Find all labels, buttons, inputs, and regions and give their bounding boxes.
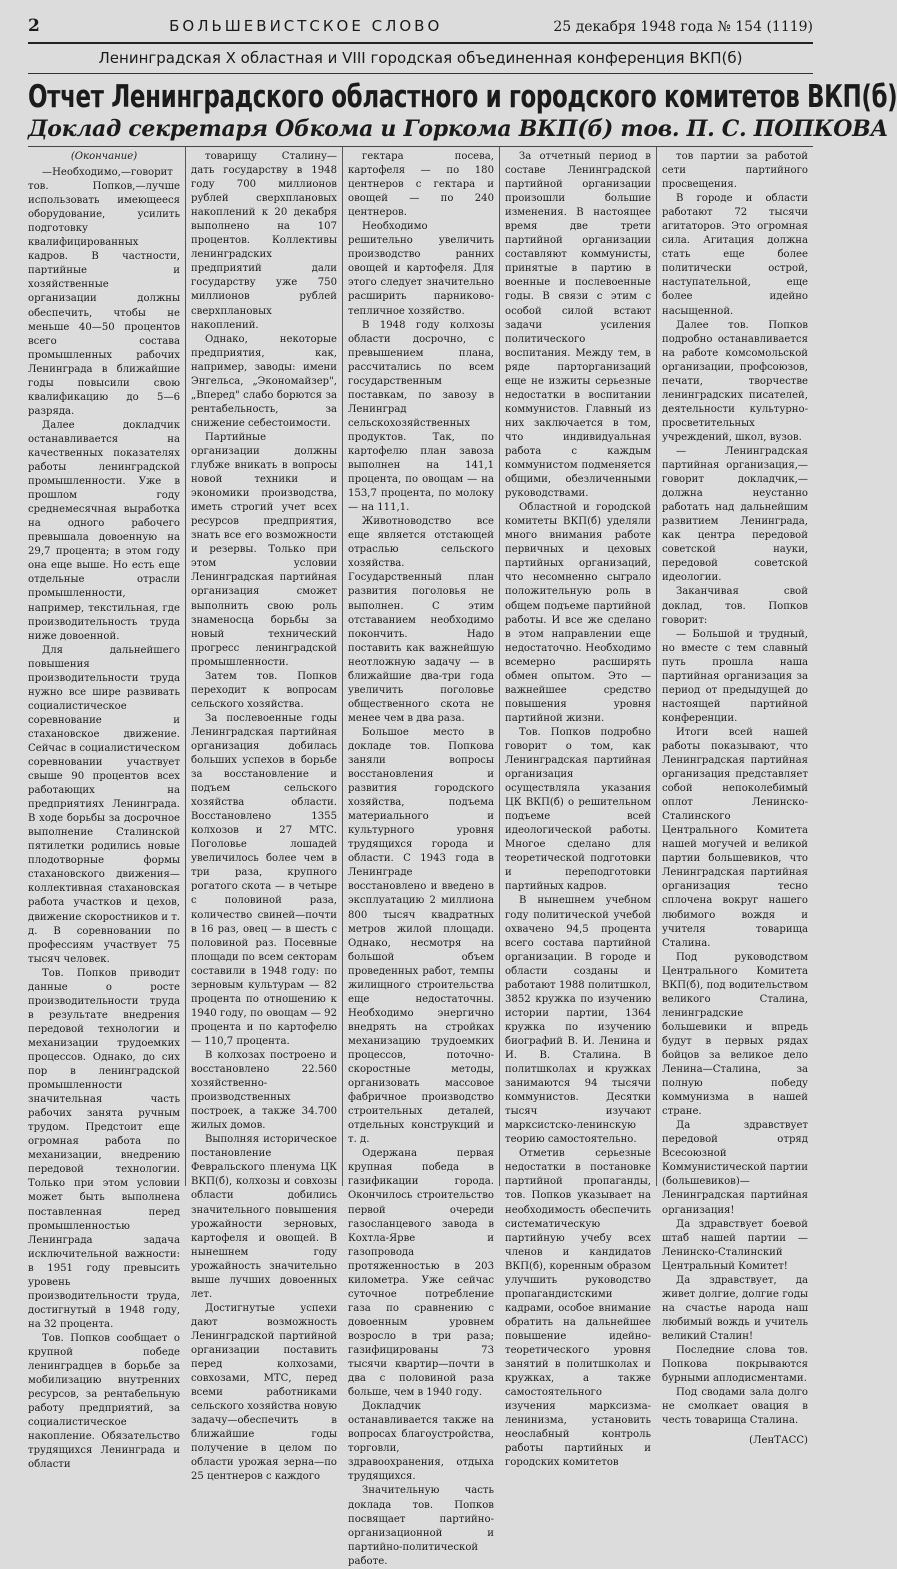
paragraph: В колхозах построено и восстановлено 22.560 хозяйственно-производственных построек, а также 34.700 жилых домов.	[191, 1050, 337, 1132]
article-column-1	[28, 147, 185, 1471]
paragraph: Животноводство все еще является отстающей отраслью сельского хозяйства. Государственный план развития поголовья не выполнен. С этим отставанием необходимо покончить. Надо поставить как важнейшую неотложную задачу — в ближайшие два-три года увеличить поголовье общественного скота не менее чем в два раза.	[348, 516, 494, 724]
paragraph: Для дальнейшего повышения производительности труда нужно все шире развивать социалистическое соревнование и стахановское движение. Сейчас в социалистическом соревновании участвует свыше 90 процентов всех работающих на предприятиях Ленинграда. В ходе борьбы за досрочное выполнение Сталинской пятилетки родились новые плодотворные формы стахановского движения—коллективная стахановская работа участков и цехов, движение скоростников и т. д. В соревновании по профессиям участвует 75 тысяч человек.	[28, 644, 180, 965]
paragraph: Последние слова тов. Попкова покрываются бурными аплодисментами.	[662, 1344, 808, 1385]
paragraph: Одержана первая крупная победа в газификации города. Окончилось строительство первой очереди газосланцевого завода в Кохтла-Ярве и газопровода протяженностью в 203 километра. Уже сейчас суточное потребление газа по сравнению с довоенным уровнем возросло в три раза; газифицированы 73 тысячи квартир—почти в два с половиной раза больше, чем в 1940 году.	[348, 1148, 494, 1399]
paragraph: — Ленинградская партийная организация,—говорит докладчик,—должна неустанно работать над дальнейшим развитием Ленинграда, как центра передовой советской науки, передовой советской идеологии.	[662, 445, 808, 584]
paragraph: За отчетный период в составе Ленинградской партийной организации произошли большие изменения. В настоящее время две трети партийной организации составляют коммунисты, принятые в партию в военные и послевоенные годы. В связи с этим с особой силой встают задачи усиления политического воспитания. Между тем, в ряде парторганизаций еще не изжиты серьезные недостатки в воспитании коммунистов. Главный из них заключается в том, что индивидуальная работа с каждым коммунистом подменяется общими, обезличенными руководствами.	[505, 151, 651, 500]
article-column-2	[185, 147, 342, 1483]
paragraph: Необходимо решительно увеличить производство ранних овощей и картофеля. Для этого следует значительно расширить парниково-тепличное хозяйство.	[348, 221, 494, 317]
continuation-note: (Окончание)	[70, 151, 138, 162]
paragraph: Итоги всей нашей работы показывают, что Ленинградская партийная организация представляет собой непоколебимый оплот Ленинско-Сталинского Центрального Комитета нашей могучей и великой партии большевиков, что Ленинградская партийная организация тесно сплочена вокруг нашего любимого вождя и учителя товарища Сталина.	[662, 726, 808, 949]
paragraph: В городе и области работают 72 тысячи агитаторов. Это огромная сила. Агитация должна стать еще более политически острой, наступательной, еще более идейно насыщенной.	[662, 193, 808, 317]
paragraph: —Необходимо,—говорит тов. Попков,—лучше использовать имеющееся оборудование, усилить подготовку квалифицированных кадров. В частности, партийные и хозяйственные организации должны обеспечить, чтобы не меньше 40—50 процентов всего состава промышленных рабочих Ленинграда в ближайшие годы повысили свою квалификацию до 5—6 разряда.	[28, 167, 180, 417]
paragraph: В нынешнем учебном году политической учебой охвачено 94,5 процента всего состава партийной организации. В городе и области созданы и работают 1988 политшкол, 3852 кружка по изучению истории партии, 1364 кружка по изучению биографий В. И. Ленина и И. В. Сталина. В политшколах и кружках занимаются 94 тысячи коммунистов. Десятки тысяч изучают марксистско-ленинскую теорию самостоятельно.	[505, 895, 651, 1146]
paragraph: Под руководством Центрального Комитета ВКП(б), под водительством великого Сталина, ленинградские большевики и впредь будут в первых рядах бойцов за великое дело Ленина—Сталина, за полную победу коммунизма в нашей стране.	[662, 951, 808, 1118]
paragraph: — Большой и трудный, но вместе с тем славный путь прошла наша партийная организация за период от предыдущей до настоящей партийной конференции.	[662, 628, 808, 724]
article-column-5	[656, 147, 813, 1447]
paragraph: Да здравствует, да живет долгие, долгие годы на счастье народа наш любимый вождь и учитель великий Сталин!	[662, 1274, 808, 1342]
paragraph: Достигнутые успехи дают возможность Ленинградской партийной организации поставить перед колхозами, совхозами, МТС, перед всеми работниками сельского хозяйства новую задачу—обеспечить в ближайшие годы получение в целом по области урожая зерна—по 25 центнеров с каждого	[191, 1302, 337, 1483]
page-number: 2	[28, 16, 40, 36]
paragraph: Докладчик останавливается также на вопросах благоустройства, торговли, здравоохранения, отдыха трудящихся.	[348, 1401, 494, 1483]
paragraph: Отметив серьезные недостатки в постановке партийной пропаганды, тов. Попков указывает на необходимость обеспечить систематическую партийную учебу всех членов и кандидатов ВКП(б), коренным образом улучшить руководство пропагандистскими кадрами, особое внимание обратить на дальнейшее повышение идейно-теоретического уровня занятий в политшколах и кружках, а также самостоятельного изучения марксизма-ленинизма, установить неослабный контроль работы партийных и городских комитетов	[505, 1148, 651, 1469]
paragraph: Под сводами зала долго не смолкает овация в честь товарища Сталина.	[662, 1387, 808, 1427]
paragraph: Партийные организации должны глубже вникать в вопросы новой техники и экономики производства, иметь строгий учет всех ресурсов предприятия, знать все его возможности и резервы. Только при этом условии Ленинградская партийная организация сможет выполнить свою роль знаменосца борьбы за новый технический прогресс ленинградской промышленности.	[191, 431, 337, 668]
paragraph: Однако, некоторые предприятия, как, например, заводы: имени Энгельса, „Экономайзер", „Вперед" слабо борются за рентабельность, за снижение себестоимости.	[191, 333, 337, 429]
paragraph: Значительную часть доклада тов. Попков посвящает партийно-организационной и партийно-политической работе.	[348, 1485, 494, 1567]
paragraph: Тов. Попков приводит данные о росте производительности труда в результате внедрения передовой технологии и механизации трудоемких процессов. Однако, до сих пор в ленинградской промышленности значительная часть рабочих занята ручным трудом. Предстоит еще огромная работа по механизации, внедрению передовой технологии. Только при этом условии может быть выполнена поставленная перед промышленностью Ленинграда задача исключительной важности: в 1951 году превысить уровень производительности труда, достигнутый в 1948 году, на 32 процента.	[28, 967, 180, 1330]
paragraph: За послевоенные годы Ленинградская партийная организация добилась больших успехов в борьбе за восстановление и подъем сельского хозяйства области. Восстановлено 1355 колхозов и 27 МТС. Поголовье лошадей увеличилось более чем в три раза, крупного рогатого скота — в четыре с половиной раза, количество свиней—почти в 16 раз, овец — в шесть с половиной раз. Посевные площади по всем секторам составили в 1948 году: по зерновым культурам — 82 процента по отношению к 1940 году, по овощам — 92 процента и по картофелю — 110,7 процента.	[191, 712, 337, 1047]
paragraph: Большое место в докладе тов. Попкова заняли вопросы восстановления и развития городского хозяйства, подъема материального и культурного уровня трудящихся города и области. С 1943 года в Ленинграде восстановлено и введено в эксплуатацию 2 миллиона 800 тысяч квадратных метров жилой площади. Однако, несмотря на большой объем проведенных работ, темпы жилищного строительства еще недостаточны. Необходимо энергично внедрять на стройках механизацию трудоемких процессов, поточно-скоростные методы, организовать массовое фабричное производство строительных деталей, отдельных конструкций и т. д.	[348, 726, 494, 1146]
news-agency-credit: (ЛенТАСС)	[749, 1435, 808, 1447]
paragraph: товарищу Сталину—дать государству в 1948 году 700 миллионов рублей сверхплановых накоплений к 20 декабря выполнено на 107 процентов. Коллективы ленинградских предприятий дали государству уже 750 миллионов рублей сверхплановых накоплений.	[191, 151, 337, 331]
article-column-3	[342, 147, 499, 1567]
article-columns	[28, 146, 813, 1567]
paragraph: Областной и городской комитеты ВКП(б) уделяли много внимания работе первичных и цеховых партийных организаций, что несомненно сыграло положительную роль в общем подъеме партийной работы. И все же сделано в этом направлении еще недостаточно. Необходимо всемерно расширять обмен опытом. Это — важнейшее средство повышения уровня партийной жизни.	[505, 502, 651, 724]
paragraph: Далее тов. Попков подробно останавливается на работе комсомольской организации, профсоюзов, печати, творчестве ленинградских писателей, деятельности культурно-просветительных учреждений, школ, вузов.	[662, 319, 808, 443]
issue-date: 25 декабря 1948 года № 154 (1119)	[553, 19, 813, 35]
headline: Отчет Ленинградского областного и городского комитетов ВКП(б)	[28, 80, 897, 116]
paragraph: гектара посева, картофеля — по 180 центнеров с гектара и овощей — по 240 центнеров.	[348, 151, 494, 219]
paragraph: Да здравствует передовой отряд Всесоюзной Коммунистической партии (большевиков)—Ленинградская партийная организация!	[662, 1120, 808, 1216]
paragraph: Выполняя историческое постановление Февральского пленума ЦК ВКП(б), колхозы и совхозы области добились значительного повышения урожайности зерновых, картофеля и овощей. В нынешнем году урожайность значительно выше лучших довоенных лет.	[191, 1134, 337, 1300]
paragraph: Затем тов. Попков переходит к вопросам сельского хозяйства.	[191, 670, 337, 710]
article-column-4	[499, 147, 656, 1469]
paragraph: Тов. Попков сообщает о крупной победе ленинградцев в борьбе за мобилизацию внутренних ресурсов, за рентабельную работу предприятий, за социалистическое накопление. Обязательство трудящихся Ленинграда и области	[28, 1332, 180, 1471]
paragraph: Тов. Попков подробно говорит о том, как Ленинградская партийная организация осуществляла указания ЦК ВКП(б) о решительном подъеме всей идеологической работы. Многое сделано для теоретической подготовки и переподготовки партийных кадров.	[505, 726, 651, 893]
paragraph: В 1948 году колхозы области досрочно, с превышением плана, рассчитались по всем государственным поставкам, по завозу в Ленинград сельскохозяйственных продуктов. Так, по картофелю план завоза выполнен на 141,1 процента, по овощам — на 153,7 процента, по молоку — на 111,1.	[348, 319, 494, 514]
paragraph: Заканчивая свой доклад, тов. Попков говорит:	[662, 586, 808, 626]
subheadline: Доклад секретаря Обкома и Горкома ВКП(б) тов. П. С. ПОПКОВА	[28, 116, 889, 142]
paragraph: тов партии за работой сети партийного просвещения.	[662, 151, 808, 191]
paragraph: Далее докладчик останавливается на качественных показателях работы ленинградской промышленности. Уже в прошлом году среднемесячная выработка на одного рабочего превышала довоенную на 29,7 процента; в этом году она еще выше. Но есть еще отдельные отрасли промышленности, например, текстильная, где производительность труда ниже довоенной.	[28, 419, 180, 642]
newspaper-name: БОЛЬШЕВИСТСКОЕ СЛОВО	[169, 17, 443, 35]
conference-heading: Ленинградская X областная и VIII городская объединенная конференция ВКП(б)	[28, 44, 813, 74]
paragraph: Да здравствует боевой штаб нашей партии — Ленинско-Сталинский Центральный Комитет!	[662, 1218, 808, 1272]
masthead	[28, 16, 813, 44]
